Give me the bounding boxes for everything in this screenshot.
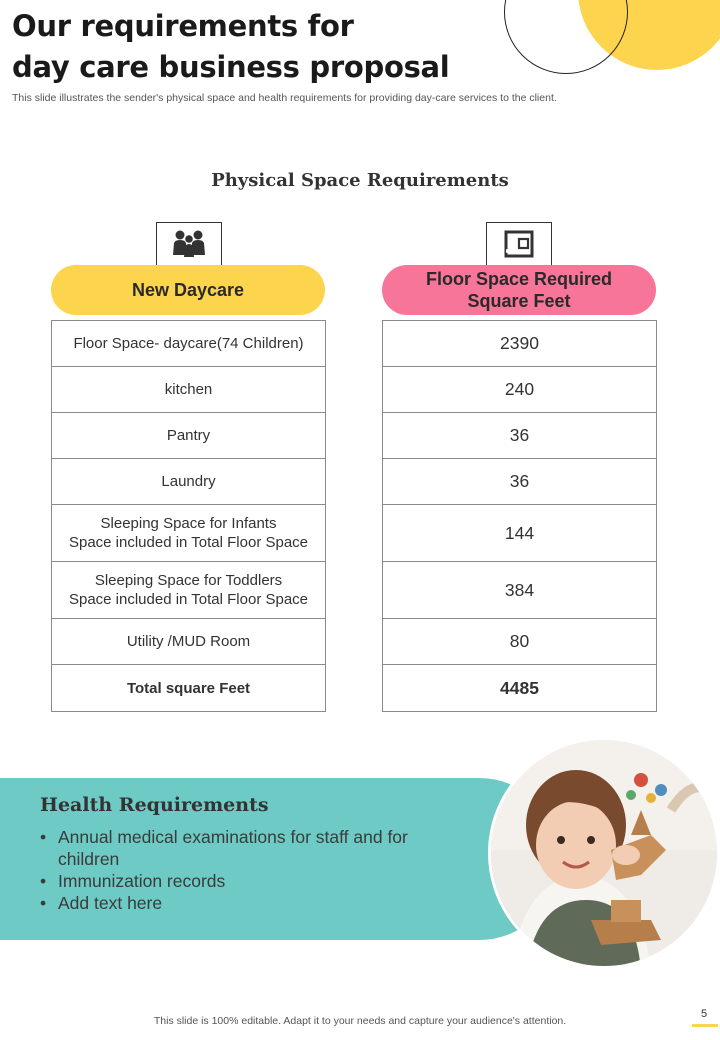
- table-row-label: [52, 505, 325, 562]
- table-row-value: 36: [383, 459, 656, 505]
- child-photo: [488, 737, 720, 969]
- table-row-value: 144: [383, 505, 656, 562]
- health-requirements-title: Health Requirements: [40, 794, 269, 816]
- floor-space-header: [382, 265, 656, 315]
- health-requirements-list: [40, 826, 420, 914]
- page-title-line1: Our requirements for: [12, 9, 354, 43]
- table-row-label: [52, 562, 325, 619]
- table-row-value-total: 4485: [500, 677, 539, 698]
- list-item: • Annual medical examinations for staff and for children: [40, 826, 420, 870]
- floor-plan-icon: [502, 229, 536, 259]
- floor-plan-icon-box: [486, 222, 552, 266]
- table-row-label: Pantry: [52, 413, 325, 459]
- new-daycare-header: New Daycare: [51, 265, 325, 315]
- child-playing-illustration: [491, 740, 720, 969]
- table-row-value: 36: [383, 413, 656, 459]
- floor-space-header-line2: Square Feet: [467, 291, 571, 311]
- page-number-underline: [692, 1024, 718, 1027]
- list-item: • Add text here: [40, 892, 420, 914]
- table-row-label: kitchen: [52, 367, 325, 413]
- page-title: [12, 6, 512, 88]
- people-icon: [171, 229, 207, 259]
- table-row-label-total: Total square Feet: [126, 679, 251, 697]
- page-title-line2: day care business proposal: [12, 50, 450, 84]
- table-row-label: Utility /MUD Room: [52, 619, 325, 665]
- table-row-label-line2: Space included in Total Floor Space: [68, 534, 309, 551]
- requirements-labels-table: [51, 320, 326, 712]
- page-subtitle: This slide illustrates the sender's physical space and health requirements for providing day-care services to the client.: [12, 92, 557, 104]
- table-row-label-line2: Space included in Total Floor Space: [68, 591, 309, 608]
- table-row-value: 80: [383, 619, 656, 665]
- list-item: • Immunization records: [40, 870, 420, 892]
- table-row-label: Laundry: [52, 459, 325, 505]
- table-row-label: Floor Space- daycare(74 Children): [52, 321, 325, 367]
- table-row-value: 384: [383, 562, 656, 619]
- table-row-label-line1: Sleeping Space for Infants: [100, 515, 277, 532]
- requirements-values-table: [382, 320, 657, 712]
- page-number: 5: [700, 1008, 708, 1020]
- floor-space-header-line1: Floor Space Required: [425, 269, 613, 289]
- footer-note: This slide is 100% editable. Adapt it to your needs and capture your audience's attention.: [153, 1015, 567, 1027]
- people-icon-box: [156, 222, 222, 266]
- decorative-outline-circle: [504, 0, 628, 74]
- physical-space-title: Physical Space Requirements: [211, 170, 509, 191]
- table-row-label-line1: Sleeping Space for Toddlers: [94, 572, 283, 589]
- table-row-value: 2390: [383, 321, 656, 367]
- table-row-value: 240: [383, 367, 656, 413]
